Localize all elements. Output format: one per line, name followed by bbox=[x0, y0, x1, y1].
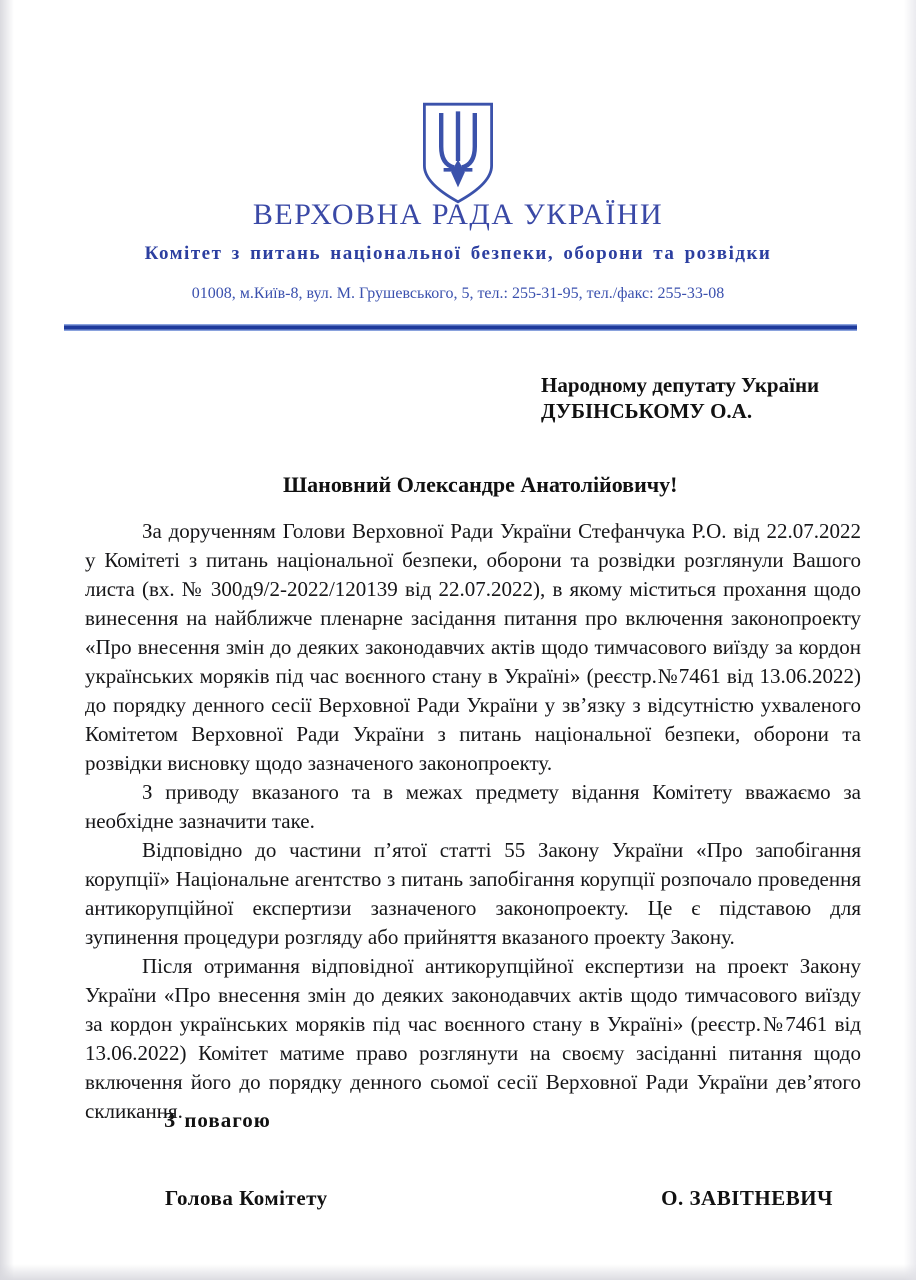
letterhead-divider-rule bbox=[64, 324, 857, 331]
signer-title: Голова Комітету bbox=[165, 1186, 328, 1210]
closing-regards: З повагою bbox=[164, 1108, 271, 1132]
recipient-block bbox=[541, 372, 819, 424]
ukraine-trident-emblem-icon bbox=[418, 100, 498, 211]
body-paragraph: Відповідно до частини п’ятої статті 55 Закону України «Про запобігання корупції» Національне агентство з питань запобігання корупції розпочало проведення антикорупційної експертизи зазначеного законопроекту. Це є підставою для зупинення процедури розгляду або прийняття вказаного проекту Закону. bbox=[85, 838, 861, 949]
address-line: 01008, м.Київ-8, вул. М. Грушевського, 5, тел.: 255-31-95, тел./факс: 255-33-08 bbox=[191, 285, 725, 302]
body-paragraph: З приводу вказаного та в межах предмету відання Комітету вважаємо за необхідне зазначити таке. bbox=[85, 780, 861, 833]
body-paragraph: За дорученням Голови Верховної Ради України Стефанчука Р.О. від 22.07.2022 у Комітеті з питань національної безпеки, оборони та розвідки розглянули Вашого листа (вх. № 300д9/2-2022/120139 від 22.07.2022), в якому міститься прохання щодо винесення на найближче пленарне засідання питання про включення законопроекту «Про внесення змін до деяких законодавчих актів щодо тимчасового виїзду за кордон українських моряків під час воєнного стану в Україні» (реєстр.№7461 від 13.06.2022) до порядку денного сесії Верховної Ради України у зв’язку з відсутністю ухваленого Комітетом Верховної Ради України з питань національної безпеки, оборони та розвідки висновку щодо зазначеного законопроекту. bbox=[85, 519, 861, 775]
committee-name: Комітет з питань національної безпеки, оборони та розвідки bbox=[144, 243, 772, 264]
letter-body bbox=[85, 517, 861, 1126]
page-edge-shadow-left bbox=[0, 0, 14, 1280]
signer-name: О. ЗАВІТНЕВИЧ bbox=[661, 1186, 833, 1210]
signature-row bbox=[85, 1186, 861, 1211]
page-edge-shadow-right bbox=[904, 0, 916, 1280]
page-title: ВЕРХОВНА РАДА УКРАЇНИ bbox=[252, 198, 664, 231]
body-paragraph: Після отримання відповідної антикорупційної експертизи на проект Закону України «Про внесення змін до деяких законодавчих актів щодо тимчасового виїзду за кордон українських моряків під час воєнного стану в Україні» (реєстр.№7461 від 13.06.2022) Комітет матиме право розглянути на своєму засіданні питання щодо включення його до порядку денного сьомої сесії Верховної Ради України дев’ятого скликання. bbox=[85, 954, 861, 1123]
salutation: Шановний Олександре Анатолійовичу! bbox=[283, 472, 678, 497]
recipient-name: ДУБІНСЬКОМУ О.А. bbox=[541, 399, 753, 423]
page-edge-shadow-bottom bbox=[0, 1264, 916, 1280]
recipient-role: Народному депутату України bbox=[541, 373, 820, 397]
